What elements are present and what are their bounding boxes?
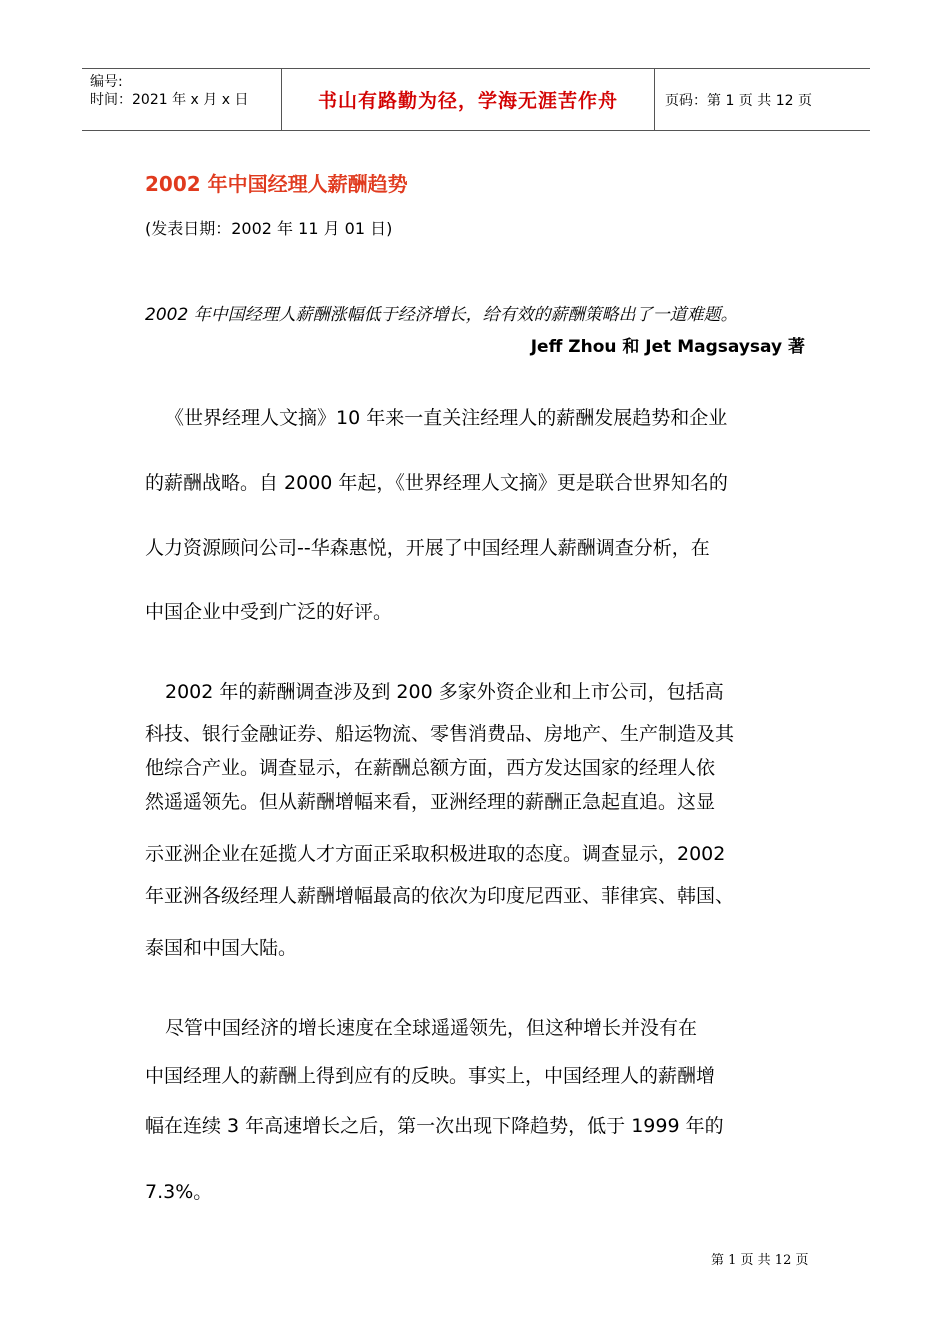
- header-motto: 书山有路勤为径，学海无涯苦作舟: [317, 90, 618, 112]
- body-line: 示亚洲企业在延揽人才方面正采取积极进取的态度。调查显示，2002: [145, 843, 726, 865]
- body-line: 的薪酬战略。自 2000 年起，《世界经理人文摘》更是联合世界知名的: [145, 472, 728, 494]
- body-line: 中国企业中受到广泛的好评。: [145, 601, 393, 623]
- body-line: 年亚洲各级经理人薪酬增幅最高的依次为印度尼西亚、菲律宾、韩国、: [145, 885, 735, 907]
- article-authors: Jeff Zhou 和 Jet Magsaysay 著: [530, 337, 805, 357]
- body-line: 然遥遥领先。但从薪酬增幅来看，亚洲经理的薪酬正急起直追。这显: [145, 791, 716, 813]
- body-line: 他综合产业。调查显示，在薪酬总额方面，西方发达国家的经理人依: [145, 757, 716, 779]
- body-line: 《世界经理人文摘》10 年来一直关注经理人的薪酬发展趋势和企业: [165, 407, 728, 429]
- header-motto-cell: [282, 69, 655, 130]
- publish-date: (发表日期：2002 年 11 月 01 日): [145, 219, 393, 238]
- article-subtitle: 2002 年中国经理人薪酬涨幅低于经济增长，给有效的薪酬策略出了一道难题。: [145, 305, 738, 325]
- article-title: 2002 年中国经理人薪酬趋势: [145, 172, 408, 196]
- body-line: 7.3%。: [145, 1181, 213, 1203]
- footer-page-number: 第 1 页 共 12 页: [711, 1253, 809, 1268]
- header-page-cell: [655, 69, 870, 130]
- body-line: 幅在连续 3 年高速增长之后，第一次出现下降趋势，低于 1999 年的: [145, 1115, 724, 1137]
- header-meta-cell: [82, 69, 282, 130]
- body-line: 科技、银行金融证券、船运物流、零售消费品、房地产、生产制造及其: [145, 723, 735, 745]
- body-line: 尽管中国经济的增长速度在全球遥遥领先，但这种增长并没有在: [165, 1017, 698, 1039]
- header-page-number: 页码：第 1 页 共 12 页: [665, 92, 812, 109]
- header-date: 时间：2021 年 x 月 x 日: [90, 92, 249, 108]
- document-header: [82, 68, 870, 131]
- body-line: 中国经理人的薪酬上得到应有的反映。事实上，中国经理人的薪酬增: [145, 1065, 716, 1087]
- body-line: 人力资源顾问公司--华森惠悦，开展了中国经理人薪酬调查分析，在: [145, 537, 710, 559]
- body-line: 2002 年的薪酬调查涉及到 200 多家外资企业和上市公司，包括高: [165, 681, 724, 703]
- serial-number-label: 编号:: [90, 74, 123, 90]
- body-line: 泰国和中国大陆。: [145, 937, 298, 959]
